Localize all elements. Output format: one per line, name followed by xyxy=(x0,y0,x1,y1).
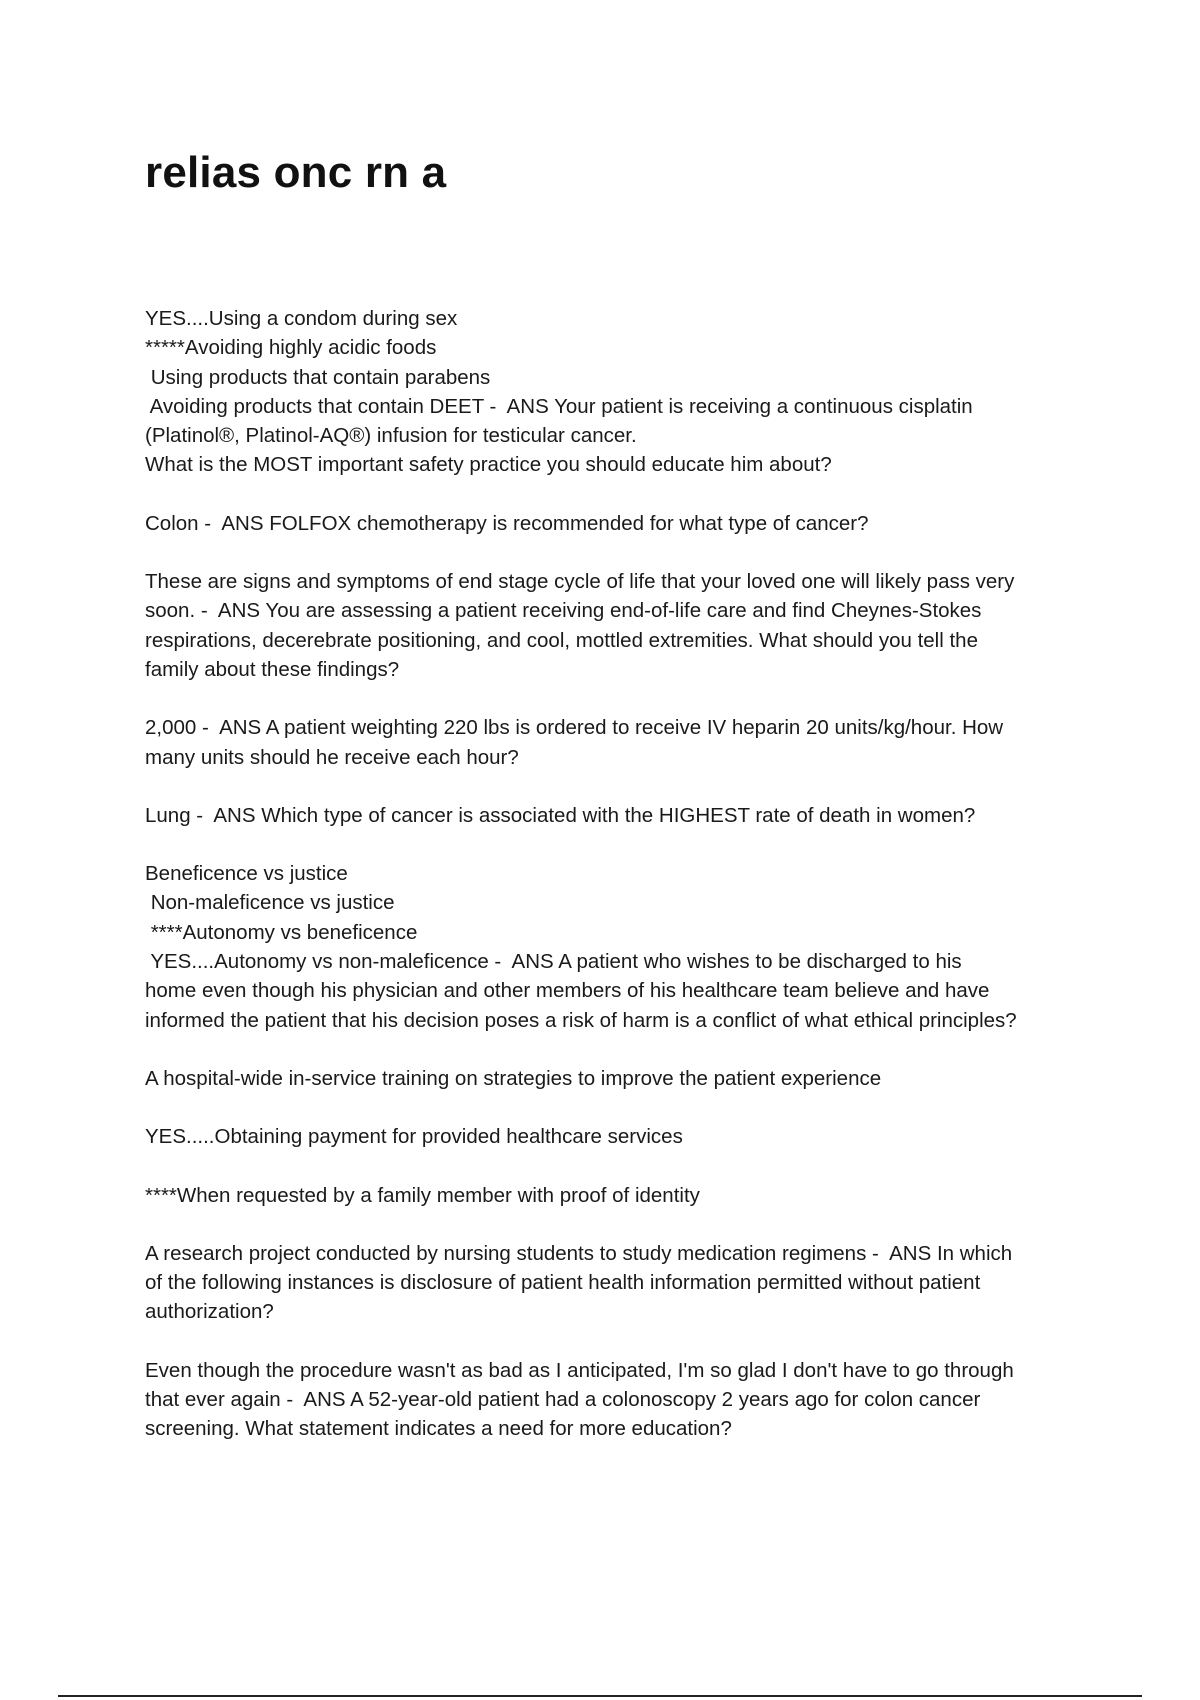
text-line: family about these findings? xyxy=(145,657,400,681)
text-line: ****When requested by a family member with proof of identity xyxy=(145,1183,700,1207)
text-line: Beneficence vs justice xyxy=(145,862,348,886)
text-line: Non-maleficence vs justice xyxy=(145,891,395,915)
text-line: of the following instances is disclosure of patient health information permitted without patient xyxy=(145,1271,981,1295)
qa-entry xyxy=(145,1122,1095,1151)
text-line: respirations, decerebrate positioning, and cool, mottled extremities. What should you tell the xyxy=(145,628,978,652)
text-line: Colon - ANS FOLFOX chemotherapy is recommended for what type of cancer? xyxy=(145,511,869,535)
qa-entry xyxy=(145,713,1095,772)
text-line: (Platinol®, Platinol-AQ®) infusion for testicular cancer. xyxy=(145,424,637,448)
text-line: screening. What statement indicates a need for more education? xyxy=(145,1417,732,1441)
text-line: YES....Using a condom during sex xyxy=(145,307,458,330)
qa-entry xyxy=(145,304,1095,480)
document-body xyxy=(145,304,1095,1473)
text-line: that ever again - ANS A 52-year-old patient had a colonoscopy 2 years ago for colon cancer xyxy=(145,1388,981,1412)
page-footer-divider xyxy=(58,1695,1142,1697)
qa-entry xyxy=(145,1356,1095,1444)
text-line: Avoiding products that contain DEET - ANS Your patient is receiving a continuous cisplatin xyxy=(145,394,973,418)
text-line: A research project conducted by nursing students to study medication regimens - ANS In which xyxy=(145,1241,1013,1265)
text-line: soon. - ANS You are assessing a patient receiving end-of-life care and find Cheynes-Stokes xyxy=(145,599,982,623)
document-title: relias onc rn a xyxy=(145,148,447,197)
text-line: *****Avoiding highly acidic foods xyxy=(145,336,437,360)
text-line: Lung - ANS Which type of cancer is associated with the HIGHEST rate of death in women? xyxy=(145,803,976,827)
text-line: authorization? xyxy=(145,1300,274,1324)
text-line: YES.....Obtaining payment for provided healthcare services xyxy=(145,1125,683,1149)
text-line: These are signs and symptoms of end stage cycle of life that your loved one will likely pass very xyxy=(145,570,1015,594)
text-line: home even though his physician and other members of his healthcare team believe and have xyxy=(145,979,990,1003)
qa-entry xyxy=(145,1239,1095,1327)
text-line: Using products that contain parabens xyxy=(145,365,491,389)
text-line: YES....Autonomy vs non-maleficence - ANS A patient who wishes to be discharged to his xyxy=(145,950,962,974)
text-line: informed the patient that his decision poses a risk of harm is a conflict of what ethical principles? xyxy=(145,1008,1017,1032)
text-line: Even though the procedure wasn't as bad as I anticipated, I'm so glad I don't have to go through xyxy=(145,1358,1014,1382)
qa-entry xyxy=(145,1064,1095,1093)
text-line: 2,000 - ANS A patient weighting 220 lbs is ordered to receive IV heparin 20 units/kg/hour. How xyxy=(145,716,1004,740)
qa-entry xyxy=(145,859,1095,1035)
qa-entry xyxy=(145,567,1095,684)
qa-entry xyxy=(145,801,1095,830)
qa-entry xyxy=(145,509,1095,538)
text-line: ****Autonomy vs beneficence xyxy=(145,920,418,944)
qa-entry xyxy=(145,1181,1095,1210)
text-line: many units should he receive each hour? xyxy=(145,745,519,769)
text-line: What is the MOST important safety practice you should educate him about? xyxy=(145,453,832,477)
text-line: A hospital-wide in-service training on strategies to improve the patient experience xyxy=(145,1066,882,1090)
